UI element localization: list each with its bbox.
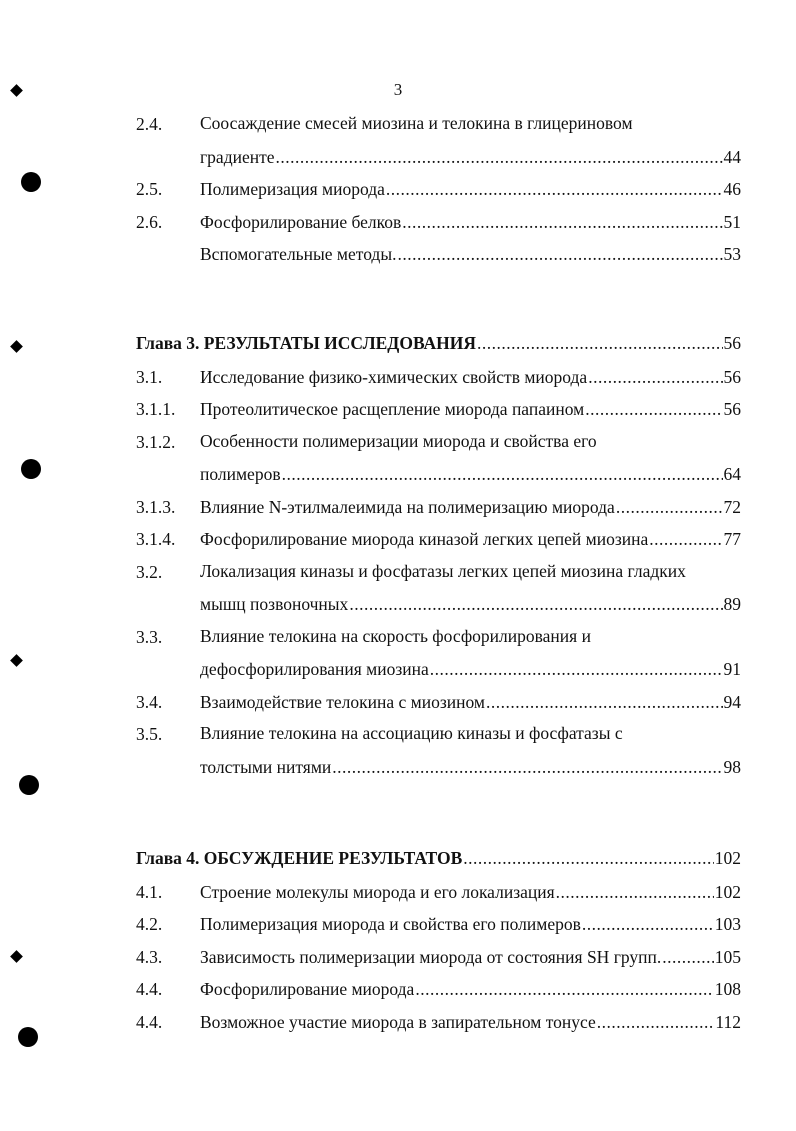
toc-item-title: Строение молекулы миорода и его локализация <box>200 881 555 902</box>
toc-item-number: 3.1. <box>136 366 163 387</box>
toc-item-page: 51 <box>723 211 741 232</box>
toc-item-page: 98 <box>723 756 741 777</box>
toc-item-number: 3.1.1. <box>136 399 176 419</box>
leader-dots <box>386 178 723 200</box>
scan-speck <box>10 340 23 353</box>
toc-entry <box>200 658 741 680</box>
toc-item-title-line: Локализация киназы и фосфатазы легких цепей миозина гладких <box>200 560 686 581</box>
toc-item-title: Взаимодействие телокина с миозином <box>200 691 485 712</box>
toc-item-number: 4.3. <box>136 946 163 967</box>
chapter-title: Глава 4. ОБСУЖДЕНИЕ РЕЗУЛЬТАТОВ <box>136 848 463 868</box>
toc-entry <box>200 756 741 778</box>
toc-item-page: 56 <box>723 366 741 387</box>
toc-entry <box>200 593 741 615</box>
leader-dots <box>349 593 722 615</box>
toc-item-title-line: Влияние телокина на ассоциацию киназы и фосфатазы с <box>200 723 623 743</box>
toc-entry <box>200 881 741 903</box>
toc-item-title: Вспомогательные методы. <box>200 244 397 264</box>
chapter-page: 102 <box>714 848 741 868</box>
toc-item-title: Фосфорилирование миорода киназой легких цепей миозина <box>200 529 649 549</box>
punch-hole <box>21 172 41 192</box>
toc-entry <box>200 243 741 265</box>
toc-entry <box>200 978 741 1000</box>
toc-item-title-line: Особенности полимеризации миорода и свойства его <box>200 430 597 451</box>
chapter-heading <box>136 333 741 354</box>
scan-speck <box>10 950 23 963</box>
punch-hole <box>19 775 39 795</box>
toc-item-number: 3.1.2. <box>136 431 176 452</box>
toc-entry <box>200 146 741 168</box>
toc-item-page: 112 <box>715 1011 741 1032</box>
toc-item-page: 72 <box>723 496 741 517</box>
toc-item-number: 4.4. <box>136 979 163 999</box>
toc-item-number: 4.1. <box>136 881 163 902</box>
toc-item-page: 53 <box>723 244 741 264</box>
toc-entry <box>200 366 741 388</box>
leader-dots <box>597 1011 715 1033</box>
toc-item-page: 103 <box>714 914 741 934</box>
toc-item-page: 91 <box>723 659 741 679</box>
toc-item-title: полимеров <box>200 464 281 484</box>
toc-entry <box>200 496 741 518</box>
toc-item-page: 64 <box>723 464 741 484</box>
leader-dots <box>582 913 714 935</box>
toc-item-number: 2.5. <box>136 179 163 199</box>
toc-item-number: 3.4. <box>136 691 163 712</box>
leader-dots <box>415 978 713 1000</box>
scan-speck <box>10 654 23 667</box>
leader-dots <box>282 463 723 485</box>
toc-entry <box>200 691 741 713</box>
toc-item-number: 3.1.3. <box>136 496 176 517</box>
leader-dots <box>463 848 714 869</box>
toc-item-number: 3.2. <box>136 561 163 582</box>
toc-item-title: Полимеризация миорода и свойства его полимеров <box>200 914 581 934</box>
toc-item-page: 105 <box>714 946 741 967</box>
leader-dots <box>276 146 723 168</box>
leader-dots <box>649 528 722 550</box>
toc-item-title: Фосфорилирование миорода <box>200 979 415 999</box>
chapter-title: Глава 3. РЕЗУЛЬТАТЫ ИССЛЕДОВАНИЯ <box>136 333 477 353</box>
leader-dots <box>486 691 723 713</box>
toc-item-title: Зависимость полимеризации миорода от состояния SH групп. <box>200 946 662 967</box>
toc-entry <box>200 946 741 968</box>
toc-item-number: 3.5. <box>136 724 163 744</box>
toc-entry <box>200 528 741 550</box>
toc-item-title: Фосфорилирование белков <box>200 211 402 232</box>
toc-entry <box>200 1011 741 1033</box>
toc-item-number: 2.6. <box>136 211 163 232</box>
toc-item-number: 3.1.4. <box>136 529 176 549</box>
toc-item-page: 56 <box>723 399 741 419</box>
toc-item-number: 3.3. <box>136 626 163 647</box>
leader-dots <box>332 756 722 778</box>
toc-item-number: 4.4. <box>136 1011 163 1032</box>
leader-dots <box>397 243 722 265</box>
toc-entry <box>200 211 741 233</box>
leader-dots <box>477 333 722 354</box>
toc-item-page: 89 <box>723 594 741 614</box>
toc-item-number: 4.2. <box>136 914 163 934</box>
toc-item-title: толстыми нитями <box>200 756 332 777</box>
leader-dots <box>556 881 714 903</box>
leader-dots <box>585 398 722 420</box>
toc-entry <box>200 913 741 935</box>
toc-item-number: 2.4. <box>136 114 163 134</box>
chapter-heading <box>136 848 741 869</box>
toc-item-page: 77 <box>723 529 741 549</box>
toc-entry <box>200 463 741 485</box>
toc-entry <box>200 178 741 200</box>
leader-dots <box>588 366 722 388</box>
toc-item-title: Возможное участие миорода в запирательном тонусе <box>200 1011 596 1032</box>
toc-item-title: Протеолитическое расщепление миорода папаином <box>200 399 585 419</box>
chapter-page: 56 <box>723 333 741 353</box>
punch-hole <box>18 1027 38 1047</box>
toc-item-title: Полимеризация миорода <box>200 179 385 199</box>
leader-dots <box>430 658 723 680</box>
toc-item-page: 108 <box>714 979 741 999</box>
toc-item-title-line: Соосаждение смесей миозина и телокина в глицериновом <box>200 113 633 133</box>
toc-item-page: 46 <box>723 179 741 199</box>
punch-hole <box>21 459 41 479</box>
toc-item-title: мышц позвоночных <box>200 594 349 614</box>
toc-item-title: градиенте <box>200 146 275 167</box>
toc-item-title: Влияние N-этилмалеимида на полимеризацию миорода <box>200 496 615 517</box>
toc-item-title: дефосфорилирования миозина <box>200 659 429 679</box>
toc-item-title-line: Влияние телокина на скорость фосфорилирования и <box>200 625 591 646</box>
toc-item-page: 102 <box>714 881 741 902</box>
toc-item-page: 44 <box>723 146 741 167</box>
page-number: 3 <box>393 80 403 99</box>
leader-dots <box>616 496 723 518</box>
toc-item-title: Исследование физико-химических свойств миорода <box>200 366 588 387</box>
leader-dots <box>402 211 722 233</box>
leader-dots <box>662 946 714 968</box>
toc-item-page: 94 <box>723 691 741 712</box>
toc-entry <box>200 398 741 420</box>
